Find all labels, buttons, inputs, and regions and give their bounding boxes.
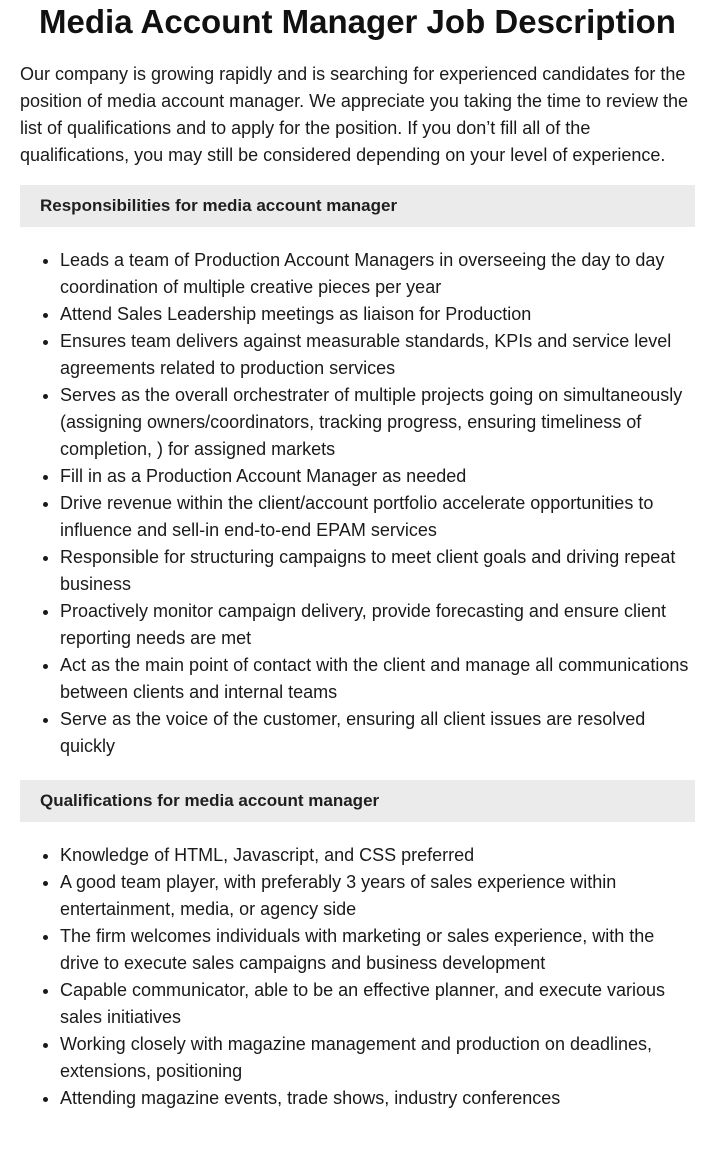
list-item: • Ensures team delivers against measurable standards, KPIs and service level agreements related to production services — [60, 328, 695, 382]
responsibilities-list — [20, 247, 695, 760]
list-item: • Attend Sales Leadership meetings as liaison for Production — [60, 301, 695, 328]
list-item: • Responsible for structuring campaigns to meet client goals and driving repeat business — [60, 544, 695, 598]
responsibilities-heading: Responsibilities for media account manager — [20, 185, 695, 227]
qualifications-heading: Qualifications for media account manager — [20, 780, 695, 822]
list-item: • Serves as the overall orchestrater of multiple projects going on simultaneously (assigning owners/coordinators, tracking progress, ensuring timeliness of completion, ) for assigned markets — [60, 382, 695, 463]
list-item: • A good team player, with preferably 3 years of sales experience within entertainment, media, or agency side — [60, 869, 695, 923]
list-item: • Attending magazine events, trade shows, industry conferences — [60, 1085, 695, 1112]
list-item: • Capable communicator, able to be an effective planner, and execute various sales initiatives — [60, 977, 695, 1031]
page-title: Media Account Manager Job Description — [39, 3, 676, 40]
list-item: • The firm welcomes individuals with marketing or sales experience, with the drive to execute sales campaigns and business development — [60, 923, 695, 977]
list-item: • Act as the main point of contact with the client and manage all communications between clients and internal teams — [60, 652, 695, 706]
list-item: • Knowledge of HTML, Javascript, and CSS preferred — [60, 842, 695, 869]
list-item: • Fill in as a Production Account Manager as needed — [60, 463, 695, 490]
intro-paragraph: Our company is growing rapidly and is searching for experienced candidates for the position of media account manager. We appreciate you taking the time to review the list of qualifications and to apply for the position. If you don’t fill all of the qualifications, you may still be considered depending on your level of experience. — [20, 64, 689, 165]
list-item: • Working closely with magazine management and production on deadlines, extensions, positioning — [60, 1031, 695, 1085]
list-item: • Drive revenue within the client/account portfolio accelerate opportunities to influence and sell-in end-to-end EPAM services — [60, 490, 695, 544]
list-item: • Serve as the voice of the customer, ensuring all client issues are resolved quickly — [60, 706, 695, 760]
qualifications-list — [20, 842, 695, 1112]
list-item: • Leads a team of Production Account Managers in overseeing the day to day coordination of multiple creative pieces per year — [60, 247, 695, 301]
list-item: • Proactively monitor campaign delivery, provide forecasting and ensure client reporting needs are met — [60, 598, 695, 652]
